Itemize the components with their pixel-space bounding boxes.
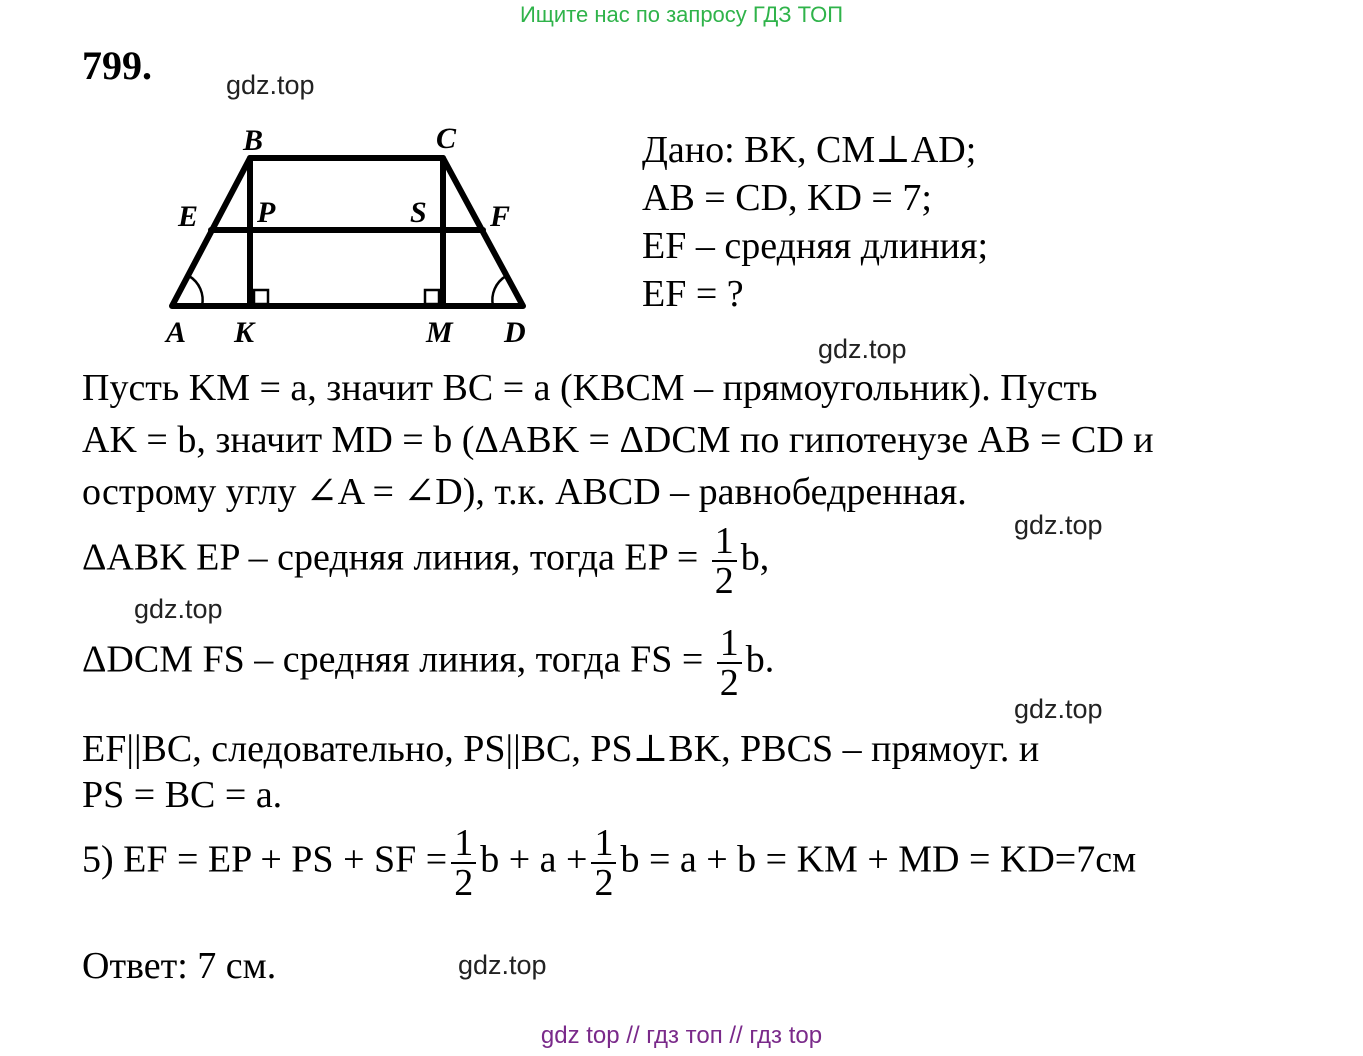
answer: Ответ: 7 см. (82, 945, 277, 987)
watermark: gdz.top (458, 950, 547, 980)
label-p: P (257, 196, 276, 229)
ep-tail: b, (740, 536, 770, 579)
fs-line (82, 624, 774, 702)
solution-line: острому углу ∠A = ∠D), т.к. ABCD – равнобедренная. (82, 471, 967, 513)
fraction-half: $\frac{1}{2}$ (591, 824, 616, 902)
label-f: F (490, 200, 511, 233)
label-a: A (166, 316, 187, 349)
label-b: B (243, 124, 264, 157)
parallel-line: EF||BC, следовательно, PS||BC, PS⊥BK, PBCS – прямоуг. и (82, 728, 1040, 770)
label-e: E (178, 200, 199, 233)
fraction-half: $\frac{1}{2}$ (717, 624, 742, 702)
given-line: Дано: BK, CM⊥AD; (642, 129, 977, 171)
fraction-half: $\frac{1}{2}$ (712, 522, 737, 600)
angle-d-arc (492, 276, 506, 306)
ep-text: ΔABK EP – средняя линия, тогда EP = (82, 536, 708, 579)
label-c: C (436, 122, 457, 155)
given-line: EF = ? (642, 273, 744, 315)
fs-text: ΔDCM FS – средняя линия, тогда FS = (82, 638, 713, 681)
top-banner: Ищите нас по запросу ГДЗ ТОП (519, 2, 844, 27)
label-m: M (426, 316, 453, 349)
watermark: gdz.top (226, 70, 315, 100)
ep-line (82, 522, 769, 600)
footer-links[interactable]: gdz top // гдз топ // гдз top (540, 1022, 823, 1049)
label-s: S (410, 196, 427, 229)
trapezoid-figure (160, 118, 540, 350)
final-equation: 5) EF = EP + PS + SF = $\frac{1}{2}$ b + a + $\frac{1}{2}$ b = a + b = KM + MD = KD=7см (82, 822, 1137, 904)
watermark: gdz.top (1014, 510, 1103, 540)
watermark: gdz.top (1014, 694, 1103, 724)
right-angle-k (254, 290, 268, 304)
watermark: gdz.top (818, 334, 907, 364)
watermark: gdz.top (134, 594, 223, 624)
label-k: K (234, 316, 255, 349)
label-d: D (504, 316, 526, 349)
parallel-line: PS = BC = a. (82, 774, 283, 816)
fraction-half: $\frac{1}{2}$ (451, 824, 476, 902)
solution-line: AK = b, значит MD = b (ΔABK = ΔDCM по гипотенузе AB = CD и (82, 419, 1154, 461)
given-line: EF – средняя длиния; (642, 225, 989, 267)
problem-number: 799. (82, 43, 152, 88)
fs-tail: b. (745, 638, 775, 681)
angle-a-arc (189, 276, 203, 306)
solution-line: Пусть KM = a, значит BC = a (KBCM – прямоугольник). Пусть (82, 367, 1098, 409)
given-line: AB = CD, KD = 7; (642, 177, 932, 219)
right-angle-m (425, 290, 439, 304)
